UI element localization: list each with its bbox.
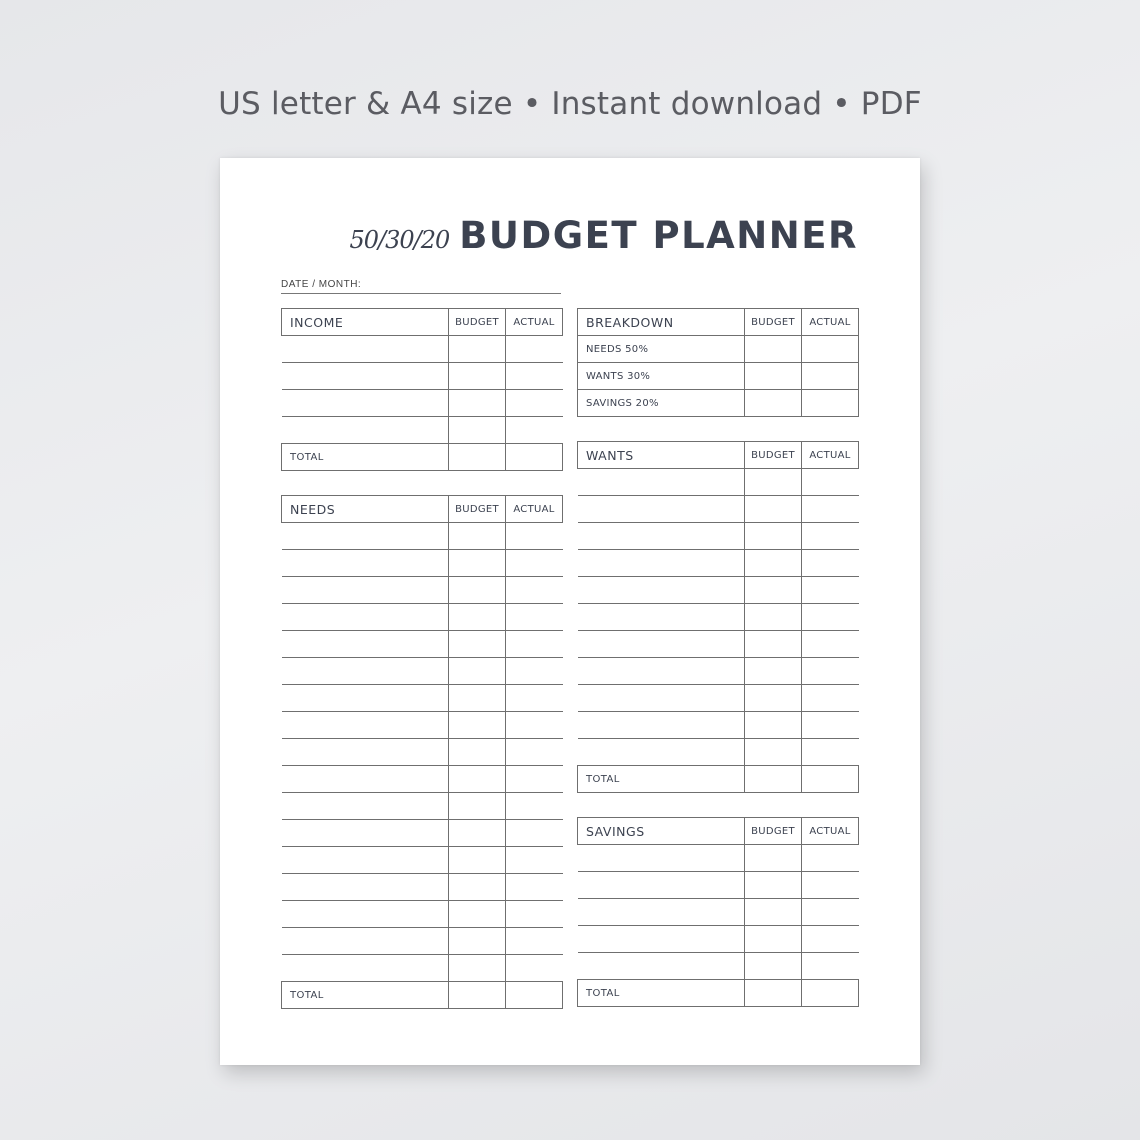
banner-text: US letter & A4 size • Instant download • PDF [218,86,922,122]
needs-row [282,874,563,901]
wants-title: WANTS [578,442,745,469]
breakdown-title: BREAKDOWN [578,309,745,336]
wants-row [578,604,859,631]
needs-row [282,712,563,739]
savings-row [578,926,859,953]
needs-row [282,577,563,604]
breakdown-row-needs [578,336,859,363]
needs-row [282,901,563,928]
actual-column-header: ACTUAL [802,818,859,845]
wants-total-label: TOTAL [578,766,745,793]
income-row [282,336,563,363]
savings-row [578,953,859,980]
needs-row [282,658,563,685]
wants-table [577,441,859,793]
needs-row [282,631,563,658]
budget-column-header: BUDGET [449,496,506,523]
wants-header [578,442,859,469]
wants-row [578,523,859,550]
needs-row [282,523,563,550]
title-ratio: 50/30/20 [349,226,450,254]
title-main: BUDGET PLANNER [459,214,858,257]
wants-row [578,469,859,496]
wants-row [578,631,859,658]
savings-total-row [578,980,859,1007]
savings-total-label: TOTAL [578,980,745,1007]
wants-row [578,577,859,604]
budget-column-header: BUDGET [745,818,802,845]
breakdown-row-savings [578,390,859,417]
needs-row [282,928,563,955]
needs-row [282,793,563,820]
actual-column-header: ACTUAL [802,442,859,469]
needs-total-row [282,982,563,1009]
budget-column-header: BUDGET [449,309,506,336]
savings-table [577,817,859,1007]
income-header [282,309,563,336]
actual-column-header: ACTUAL [506,309,563,336]
planner-sheet [220,158,920,1065]
income-total-label: TOTAL [282,444,449,471]
income-row [282,363,563,390]
savings-title: SAVINGS [578,818,745,845]
needs-row [282,739,563,766]
breakdown-table [577,308,859,417]
savings-row [578,899,859,926]
needs-row [282,766,563,793]
needs-row [282,847,563,874]
wants-row [578,550,859,577]
needs-header [282,496,563,523]
income-total-row [282,444,563,471]
needs-row [282,955,563,982]
needs-row [282,550,563,577]
actual-column-header: ACTUAL [506,496,563,523]
breakdown-savings-label: SAVINGS 20% [578,390,745,417]
savings-row [578,845,859,872]
wants-row [578,496,859,523]
savings-header [578,818,859,845]
income-table [281,308,563,471]
actual-column-header: ACTUAL [802,309,859,336]
wants-total-row [578,766,859,793]
wants-row [578,658,859,685]
needs-row [282,820,563,847]
breakdown-needs-label: NEEDS 50% [578,336,745,363]
needs-row [282,685,563,712]
wants-row [578,685,859,712]
breakdown-row-wants [578,363,859,390]
income-row [282,390,563,417]
savings-row [578,872,859,899]
wants-row [578,739,859,766]
income-row [282,417,563,444]
breakdown-header [578,309,859,336]
income-title: INCOME [282,309,449,336]
needs-title: NEEDS [282,496,449,523]
budget-column-header: BUDGET [745,309,802,336]
wants-row [578,712,859,739]
breakdown-wants-label: WANTS 30% [578,363,745,390]
page-title [349,214,858,257]
budget-column-header: BUDGET [745,442,802,469]
needs-table [281,495,563,1009]
date-month-field: DATE / MONTH: [281,279,561,294]
needs-total-label: TOTAL [282,982,449,1009]
needs-row [282,604,563,631]
